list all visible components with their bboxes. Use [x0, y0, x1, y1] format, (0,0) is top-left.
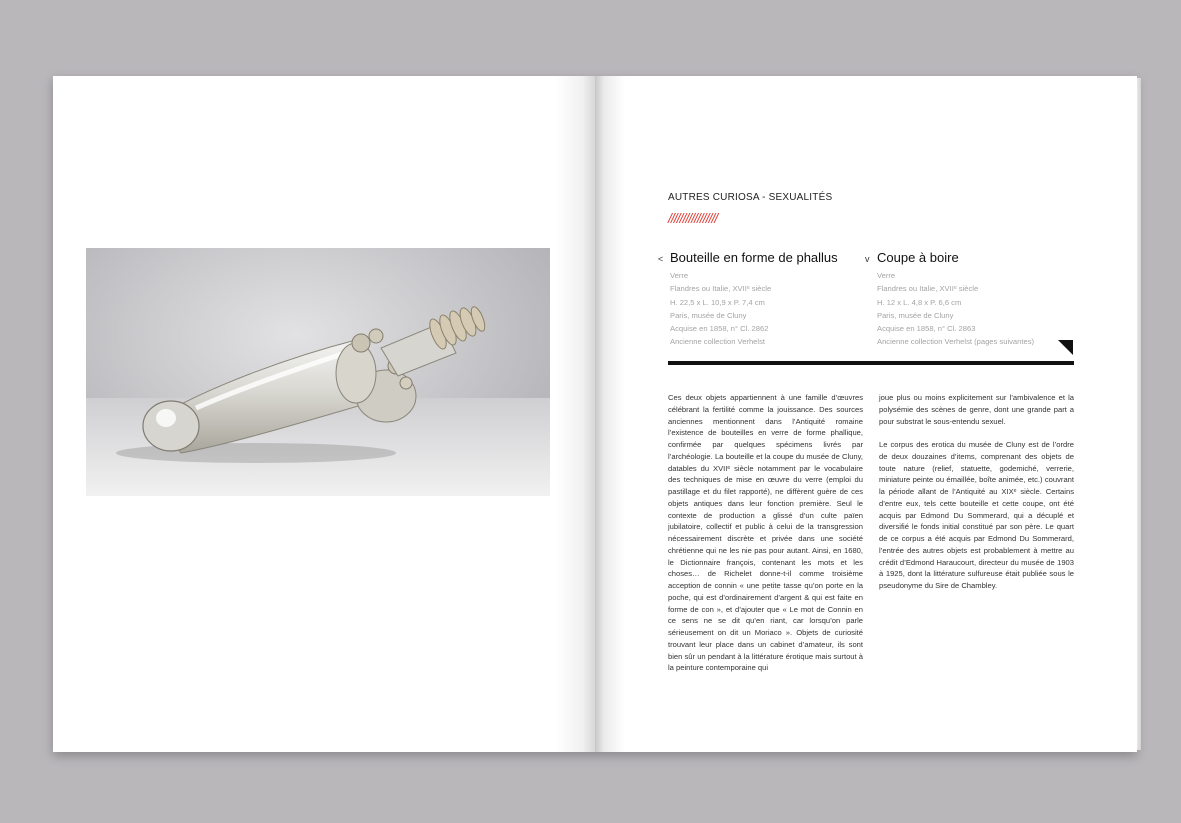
page-edge	[1137, 78, 1141, 750]
item-cup	[865, 250, 1065, 349]
meta-line: H. 22,5 x L. 10,9 x P. 7,4 cm	[670, 297, 765, 307]
item-meta	[877, 269, 1065, 349]
meta-line: Flandres ou Italie, XVIIᵉ siècle	[877, 284, 979, 294]
body-paragraph: Ces deux objets appartiennent à une famille d’œuvres célébrant la fertilité comme la jouissance. Des sources anciennes mentionnent dans l’Antiquité romaine l’existence de bouteilles en verre de forme phallique, confirmée par quelques spécimens livrés par l’archéologie. La bouteille et la coupe du musée de Cluny, datables du XVIIᵉ siècle notamment par le vocabulaire des techniques de mise en œuvre du verre (emploi du pastillage et du filet rapporté), ne diffèrent guère de ces objets antiques dans leur fonction première. Seul le contexte de production a glissé d’un culte païen jubilatoire, collectif et public à celui de la transgression nécessairement discrète et privée dans une société chrétienne qui ne les nie pas pour autant. Ainsi, en 1680, le Dictionnaire françois, contenant les mots et les choses… de Richelet donne-t-il comme troisième acception de connin « une petite tasse qu’on porte en la poche, qui est d’ordinairement d’argent & qui est faite en forme de con », et d’ajouter que « Le mot de Connin en ce sens ne se dit qu’en riant, car lorsqu’on parle sérieusement on dit un Moriaco ». Objets de curiosité trouvant leur place dans un cabinet d’amateur, ils sont bien sûr un pendant à la littérature érotique mais surtout à la peinture contemporaine qui	[668, 393, 863, 673]
section-title: AUTRES CURIOSA - SEXUALITÉS	[668, 192, 833, 203]
chevron-down-icon: v	[865, 254, 870, 264]
book-spread	[53, 76, 1137, 752]
body-column-1	[668, 392, 863, 686]
meta-line: Verre	[877, 271, 896, 280]
gutter-shadow	[595, 76, 625, 752]
divider-rule	[668, 361, 1074, 365]
meta-line: Flandres ou Italie, XVIIᵉ siècle	[670, 284, 772, 294]
item-title: Coupe à boire	[877, 250, 959, 265]
item-meta	[670, 269, 858, 349]
gutter-shadow	[555, 76, 595, 752]
item-bottle	[658, 250, 858, 349]
meta-line: Ancienne collection Verhelst (pages suivantes)	[877, 337, 1035, 347]
decorative-slashes: /////////////////	[668, 210, 718, 226]
meta-line: Paris, musée de Cluny	[877, 310, 954, 320]
corner-triangle-icon	[1058, 340, 1073, 355]
meta-line: Verre	[670, 271, 689, 280]
artwork-photo	[86, 248, 550, 496]
body-paragraph: joue plus ou moins explicitement sur l’ambivalence et la polysémie des scènes de genre, dont une grande part a pour substrat le sous-entendu sexuel.	[879, 393, 1074, 426]
bottle-icon	[86, 248, 550, 496]
meta-line: Acquise en 1858, n° Cl. 2863	[877, 324, 976, 334]
right-page	[595, 76, 1137, 752]
body-column-2	[879, 392, 1074, 604]
meta-line: Acquise en 1858, n° Cl. 2862	[670, 324, 769, 334]
left-page	[53, 76, 595, 752]
body-paragraph: Le corpus des erotica du musée de Cluny est de l’ordre de deux douzaines d’items, comprenant des objets de toute nature (relief, statuette, godemiché, verrerie, miniature peinte ou émaillée, boîte animée, etc.) couvrant la période allant de l’Antiquité au XIXᵉ siècle. Certains d’entre eux, tels cette bouteille et cette coupe, ont été acquis par Edmond Du Sommerard, qui a décuplé et diversifié le fonds initial constitué par son père. Le quart de ce corpus a été acquis par Edmond Du Sommerard, l’entrée des autres objets est probablement à mettre au crédit d’Edmond Haraucourt, directeur du musée de 1903 à 1925, dont la littérature sulfureuse était publiée sous le pseudonyme du Sire de Chambley.	[879, 440, 1074, 590]
meta-line: H. 12 x L. 4,8 x P. 6,6 cm	[877, 297, 962, 307]
meta-line: Ancienne collection Verhelst	[670, 337, 765, 347]
chevron-left-icon: <	[658, 254, 664, 264]
item-title: Bouteille en forme de phallus	[670, 250, 838, 265]
meta-line: Paris, musée de Cluny	[670, 310, 747, 320]
